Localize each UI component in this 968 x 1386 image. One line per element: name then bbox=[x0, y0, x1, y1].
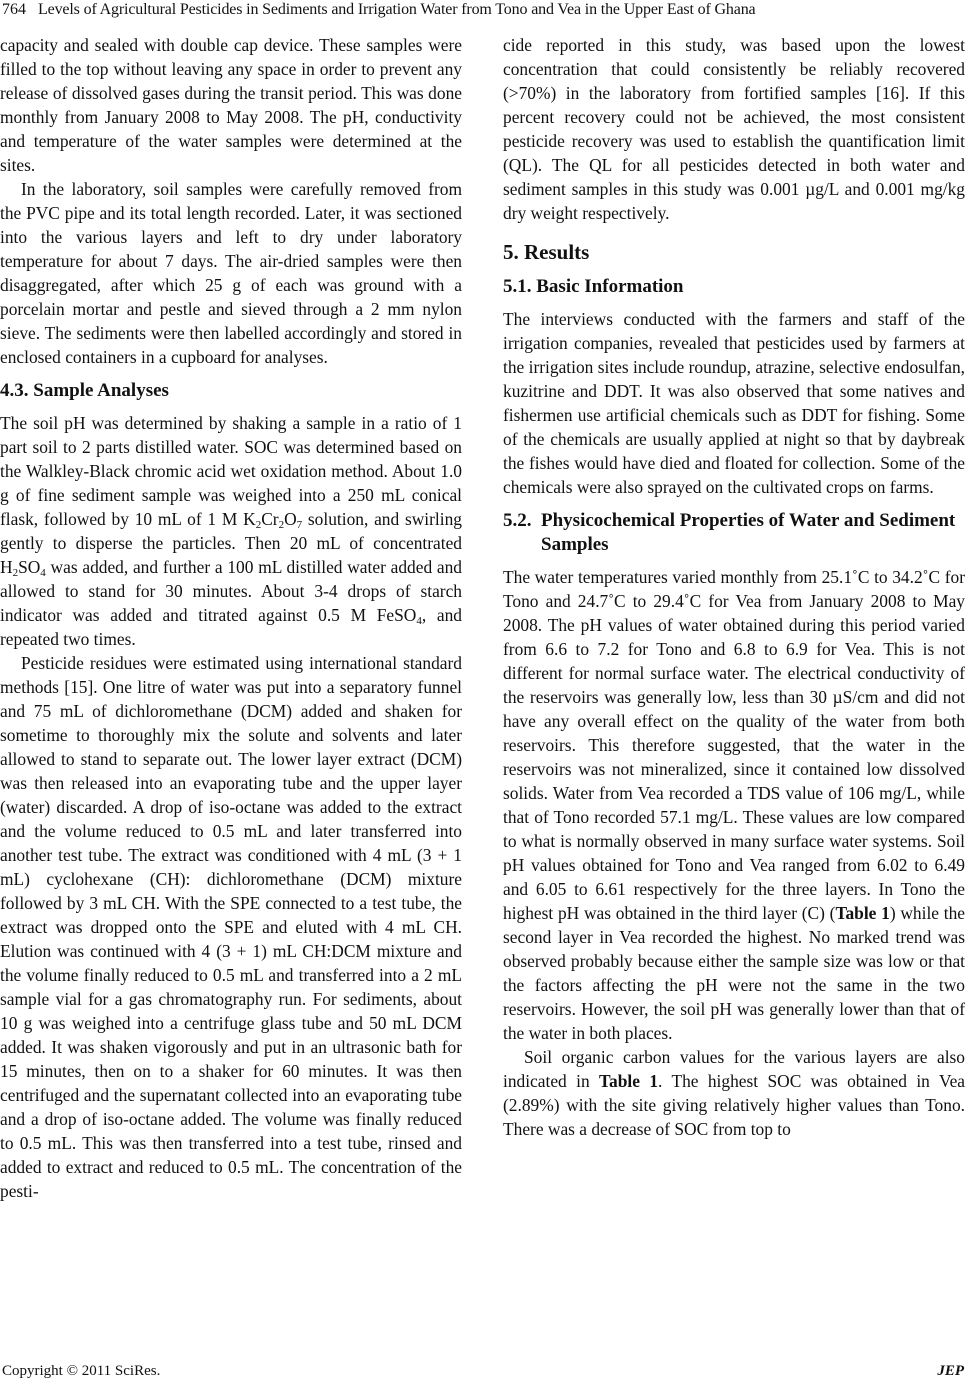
paragraph-soil-ph-soc bbox=[0, 411, 462, 651]
paragraph-water-temperatures bbox=[503, 565, 965, 1045]
table-reference-link[interactable]: Table 1 bbox=[835, 903, 890, 923]
paragraph-pesticide-residues: Pesticide residues were estimated using international standard methods [15]. One litre of water was put into a separatory funnel and 75 mL of dichloromethane (DCM) added and shaken for sometime to thoroughly mix the solute and solvents and later allowed to stand to separate out. The lower layer extract (DCM) was then released into an evaporating tube and the upper layer (water) discarded. A drop of iso-octane was added to the extract and the volume reduced to 0.5 mL and later transferred into another test tube. The extract was conditioned with 4 mL (3 + 1 mL) cyclohexane (CH): dichloromethane (DCM) mixture followed by 3 mL CH. With the SPE connected to a test tube, the extract was dropped onto the SPE and eluted with 4 mL CH. Elution was continued with 4 (3 + 1) mL CH:DCM mixture and the volume finally reduced to 0.5 mL and transferred into a 2 mL sample vial for a gas chromatography run. For sediments, about 10 g was weighed into a centrifuge glass tube and 50 mL DCM added. It was shaken vigorously and put in an ultrasonic bath for 15 minutes, then on to a shaker for 60 minutes. It was then centrifuged and the supernatant collected into an evaporating tube and a drop of iso-octane added. The volume was finally reduced to 0.5 mL. This was then transferred into a test tube, rinsed and added to extract and reduced to 0.5 mL. The concentration of the pesti- bbox=[0, 653, 462, 1201]
page-footer bbox=[2, 1362, 964, 1382]
text-run: , and repeated two times. bbox=[0, 605, 462, 649]
text-run: Soil organic carbon values for the various layers are also indicated in bbox=[503, 1047, 965, 1091]
text-run: ) while the second layer in Vea recorded the highest. No marked trend was observed probably because either the sample size was low or that the factors affecting the pH were not the same in the two reservoirs. However, the soil pH was generally lower than that of the water in both places. bbox=[503, 903, 965, 1043]
heading-physicochemical-properties bbox=[503, 509, 965, 557]
text-run: The soil pH was determined by shaking a sample in a ratio of 1 part soil to 2 parts distilled water. SOC was determined based on the Walkley-Black chromic acid wet oxidation method. About 1.0 g of fine sediment sample was weighed into a 250 mL conical flask, followed by 10 mL of 1 M K bbox=[0, 413, 462, 529]
heading-text: Physicochemical Properties of Water and Sediment Samples bbox=[541, 510, 956, 555]
paragraph-lab-preparation: In the laboratory, soil samples were carefully removed from the PVC pipe and its total length recorded. Later, it was sectioned into the various layers and left to dry under laboratory temperature for about 7 days. The air-dried samples were then disaggregated, after which 25 g of each was ground with a porcelain mortar and pestle and sieved through a 2 mm nylon sieve. The sediments were then labelled accordingly and stored in enclosed containers in a cupboard for analyses. bbox=[0, 179, 462, 367]
running-header bbox=[2, 0, 966, 22]
subscript: 7 bbox=[296, 519, 303, 531]
text-run: Cr bbox=[261, 509, 279, 529]
text-run: . The highest SOC was obtained in Vea (2.89%) with the site giving relatively higher values than Tono. There was a decrease of SOC from top to bbox=[503, 1071, 966, 1139]
subscript: 2 bbox=[255, 519, 262, 531]
text-run: was added, and further a 100 mL distilled water added and allowed to stand for 30 minutes. About 3-4 drops of starch indicator was added and titrated against 0.5 M FeSO bbox=[0, 557, 462, 625]
right-column bbox=[503, 33, 965, 1141]
table-reference-link[interactable]: Table 1 bbox=[599, 1071, 659, 1091]
heading-number: 5.2. bbox=[503, 510, 532, 531]
journal-abbreviation: JEP bbox=[937, 1363, 964, 1379]
text-run: O bbox=[284, 509, 297, 529]
text-run: The water temperatures varied monthly from 25.1˚C to 34.2˚C for Tono and 24.7˚C to 29.4˚C for Vea from January 2008 to May 2008. The pH values of water obtained during this period varied from 6.6 to 7.2 for Tono and 6.8 to 6.9 for Vea. This is not different for normal surface water. The electrical conductivity of the reservoirs was generally low, less than 30 µS/cm and did not have any overall effect on the quality of the water from both reservoirs. This therefore suggested, that the water in the reservoirs was not mineralized, since it contained low dissolved solids. Water from Vea recorded a TDS value of 106 mg/L, while that of Tono recorded 57.1 mg/L. These values are low compared to what is normally observed in many surface water systems. Soil pH values obtained for Tono and Vea ranged from 6.02 to 6.49 and 6.05 to 6.61 respectively for the three layers. In Tono the highest pH was obtained in the third layer (C) ( bbox=[503, 567, 965, 923]
paragraph-sample-collection-end: capacity and sealed with double cap device. These samples were filled to the top without leaving any space in order to prevent any release of dissolved gases during the transit period. This was done monthly from January 2008 to May 2008. The pH, conductivity and temperature of the water samples were determined at the sites. bbox=[0, 35, 462, 175]
paragraph-quantification-limit: cide reported in this study, was based upon the lowest concentration that could consistently be reliably recovered (>70%) in the laboratory from fortified samples [16]. If this percent recovery could not be achieved, the most consistent pesticide recovery was used to establish the quantification limit (QL). The QL for all pesticides detected in both water and sediment samples in this study was 0.001 µg/L and 0.001 mg/kg dry weight respectively. bbox=[503, 35, 965, 223]
text-run: solution, and swirling gently to disperse the particles. Then 20 mL of concentrated H bbox=[0, 509, 462, 577]
subscript: 4 bbox=[40, 567, 46, 579]
copyright-notice: Copyright © 2011 SciRes. bbox=[2, 1363, 161, 1379]
subscript: 2 bbox=[278, 519, 285, 531]
subscript: 4 bbox=[416, 615, 422, 627]
paragraph-soil-organic-carbon bbox=[503, 1045, 965, 1141]
heading-results: 5. Results bbox=[503, 240, 590, 264]
subscript: 2 bbox=[12, 567, 19, 579]
heading-sample-analyses: 4.3. Sample Analyses bbox=[0, 380, 169, 401]
heading-basic-information: 5.1. Basic Information bbox=[503, 276, 684, 297]
left-column bbox=[0, 33, 462, 1203]
page-number: 764 bbox=[2, 1, 26, 18]
text-run: SO bbox=[18, 557, 41, 577]
running-title: Levels of Agricultural Pesticides in Sediments and Irrigation Water from Tono and Vea in the Upper East of Ghana bbox=[38, 1, 756, 18]
paragraph-interviews: The interviews conducted with the farmers and staff of the irrigation companies, revealed that pesticides used by farmers at the irrigation sites include roundup, atrazine, selective endosulfan, kuzitrine and DDT. It was also observed that some natives and fishermen use artificial chemicals such as DDT for fishing. Some of the chemicals are usually applied at night so that by daybreak the fishes would have died and floated for collection. Some of the chemicals were also sprayed on the cultivated crops on farms. bbox=[503, 309, 965, 497]
